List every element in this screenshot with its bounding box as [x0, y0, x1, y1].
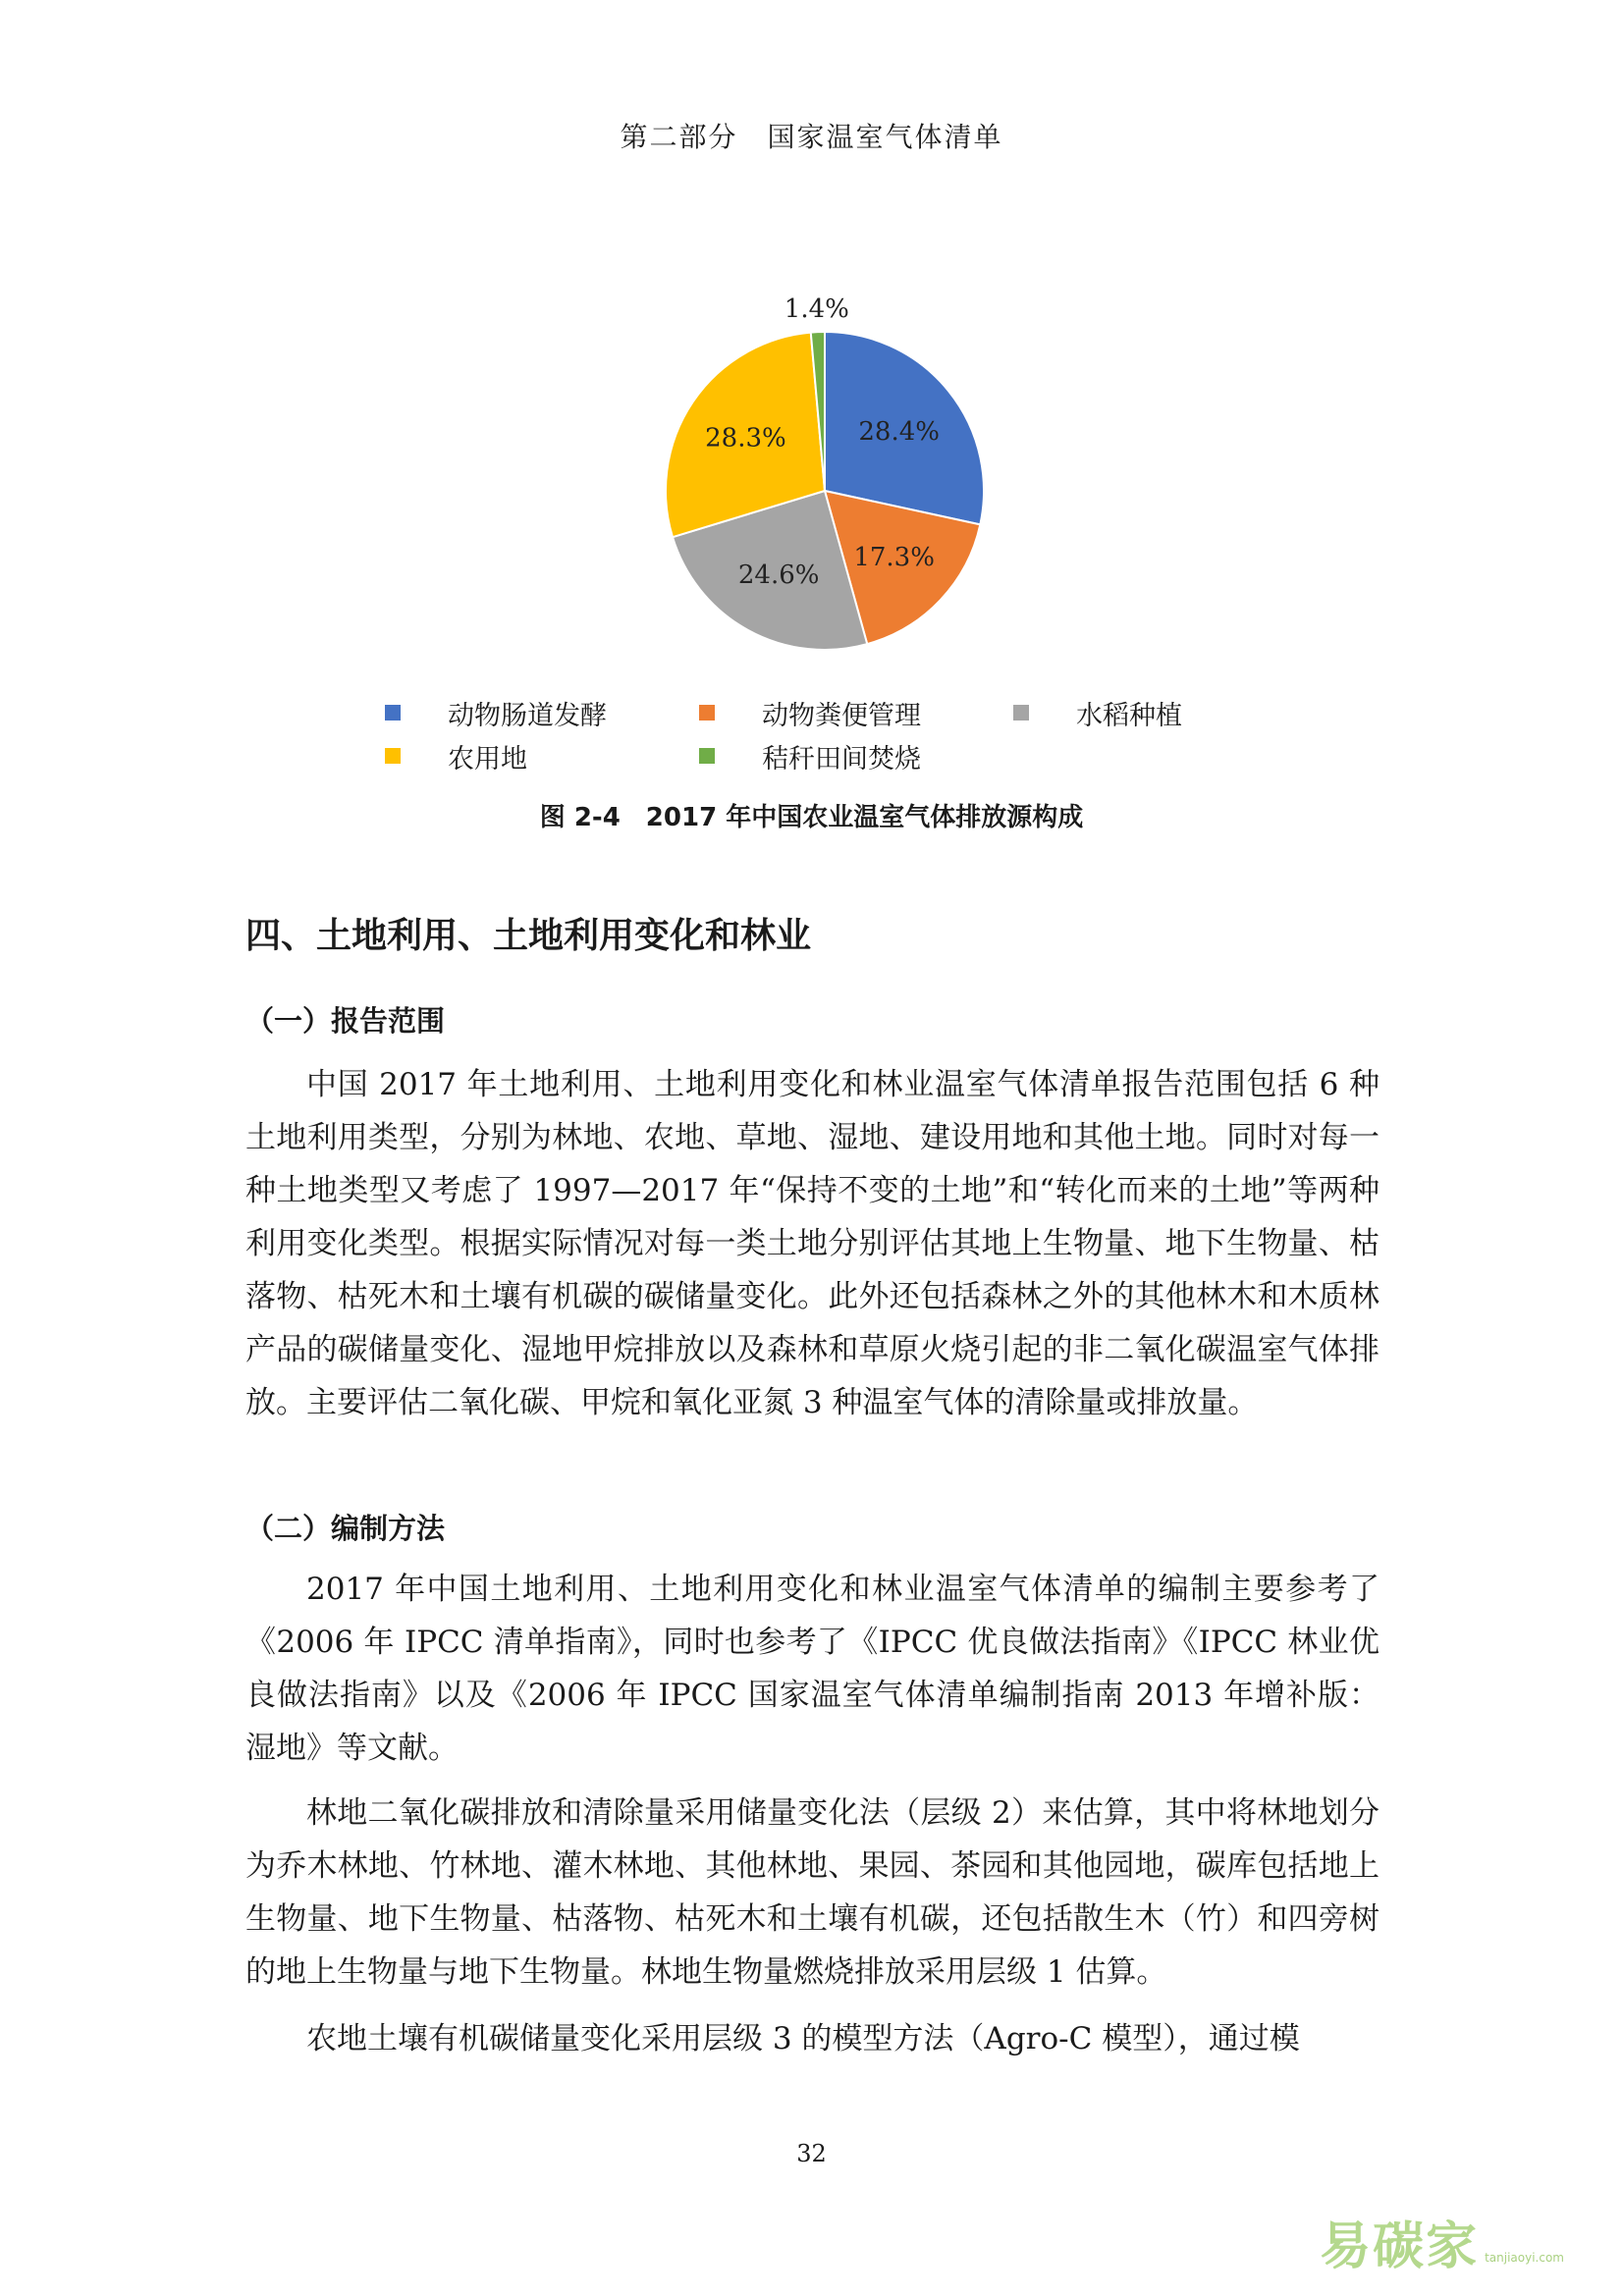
- watermark-brand: 易碳家: [1320, 2217, 1480, 2276]
- pie-data-label: 1.4%: [784, 294, 849, 325]
- legend-label: 动物粪便管理: [762, 700, 921, 731]
- legend-item: [1013, 695, 1269, 730]
- pie-chart: [628, 275, 1021, 667]
- legend-item: [699, 738, 1013, 774]
- legend-item: [385, 695, 699, 730]
- figure-caption: 图 2-4 2017 年中国农业温室气体排放源构成: [539, 803, 1084, 832]
- legend-label: 水稻种植: [1076, 700, 1182, 731]
- running-header: 第二部分 国家温室气体清单: [620, 121, 1003, 153]
- legend-item: [699, 695, 1013, 730]
- legend-swatch: [385, 748, 401, 764]
- legend-label: 动物肠道发酵: [448, 700, 607, 731]
- legend-swatch: [1013, 705, 1029, 721]
- legend-label: 农用地: [448, 743, 527, 774]
- legend-swatch: [699, 705, 715, 721]
- legend-swatch: [385, 705, 401, 721]
- subsection-heading-method: （二）编制方法: [245, 1512, 446, 1545]
- pie-data-label: 28.4%: [858, 416, 940, 447]
- chart-legend: [385, 695, 1269, 774]
- paragraph-method-1: 2017 年中国土地利用、土地利用变化和林业温室气体清单的编制主要参考了《2006 年 IPCC 清单指南》，同时也参考了《IPCC 优良做法指南》《IPCC 林业优良做法指南》以及《2006 年 IPCC 国家温室气体清单编制指南 2013 年增补版：湿地》等文献。: [245, 1572, 1380, 1766]
- watermark-domain: tanjiaoyi.com: [1485, 2251, 1564, 2265]
- subsection-heading-scope: （一）报告范围: [245, 1004, 446, 1038]
- legend-item: [385, 738, 699, 774]
- paragraph-method-2: 林地二氧化碳排放和清除量采用储量变化法（层级 2）来估算，其中将林地划分为乔木林地、竹林地、灌木林地、其他林地、果园、茶园和其他园地，碳库包括地上生物量、地下生物量、枯落物、枯死木和土壤有机碳，还包括散生木（竹）和四旁树的地上生物量与地下生物量。林地生物量燃烧排放采用层级 1 估算。: [245, 1795, 1380, 1990]
- legend-label: 秸秆田间焚烧: [762, 743, 921, 774]
- pie-data-label: 24.6%: [737, 561, 820, 591]
- watermark-logo: [1320, 2205, 1564, 2278]
- section-heading: 四、土地利用、土地利用变化和林业: [245, 916, 812, 956]
- page-number: 32: [796, 2140, 827, 2167]
- paragraph-method-3: 农地土壤有机碳储量变化采用层级 3 的模型方法（Agro-C 模型），通过模: [306, 2021, 1300, 2056]
- pie-data-label: 28.3%: [705, 423, 786, 454]
- pie-data-label: 17.3%: [853, 542, 935, 572]
- legend-swatch: [699, 748, 715, 764]
- paragraph-scope: 中国 2017 年土地利用、土地利用变化和林业温室气体清单报告范围包括 6 种土地利用类型，分别为林地、农地、草地、湿地、建设用地和其他土地。同时对每一种土地类型又考虑了 1997—2017 年“保持不变的土地”和“转化而来的土地”等两种利用变化类型。根据实际情况对每一类土地分别评估其地上生物量、地下生物量、枯落物、枯死木和土壤有机碳的碳储量变化。此外还包括森林之外的其他林木和木质林产品的碳储量变化、湿地甲烷排放以及森林和草原火烧引起的非二氧化碳温室气体排放。主要评估二氧化碳、甲烷和氧化亚氮 3 种温室气体的清除量或排放量。: [245, 1067, 1380, 1420]
